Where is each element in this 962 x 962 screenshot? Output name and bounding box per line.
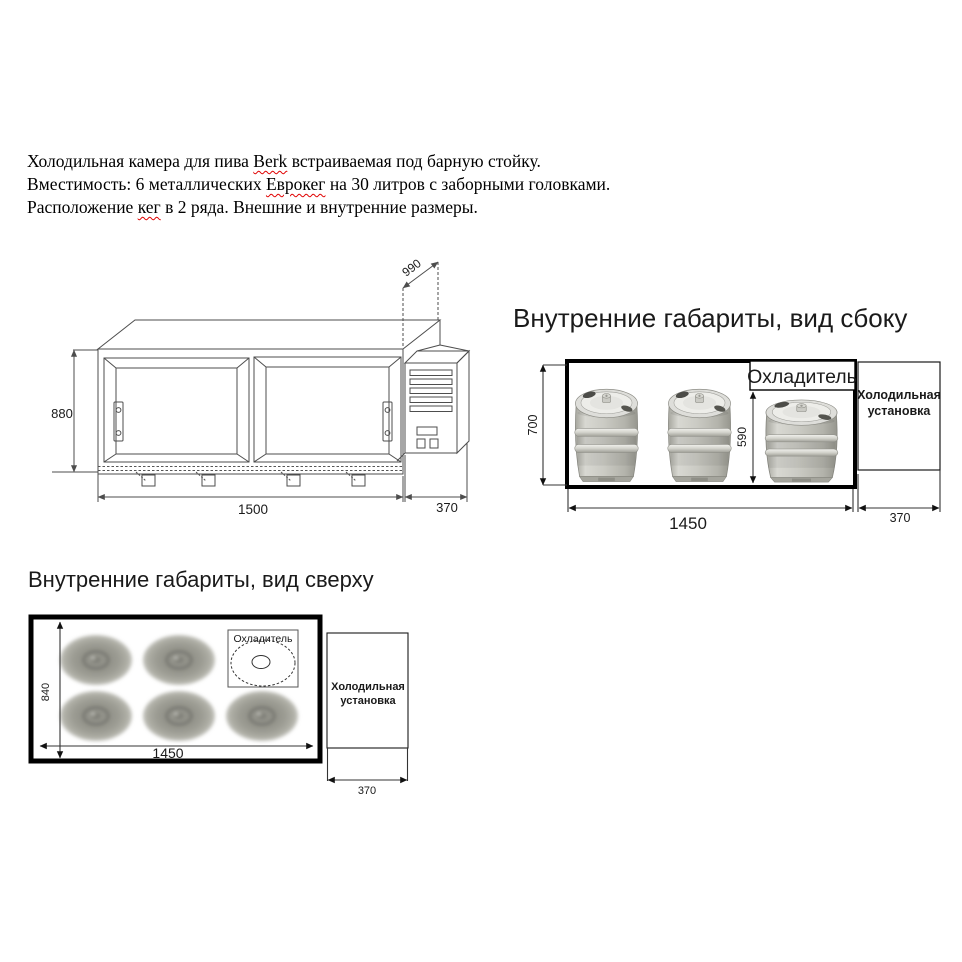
dim-990 — [399, 256, 438, 347]
intro-text: в 2 ряда. Внешние и внутренние размеры. — [160, 197, 478, 217]
intro-text: встраиваемая под барную стойку. — [287, 151, 541, 171]
keg-top-2 — [143, 635, 215, 685]
dim-700 — [526, 365, 567, 485]
top-view-drawing — [25, 600, 445, 805]
keg-side-1 — [575, 389, 638, 481]
intro-text: Вместимость: 6 металлических — [27, 174, 266, 194]
dim-370-side-label: 370 — [889, 511, 911, 525]
intro-text: Холодильная камера для пива — [27, 151, 254, 171]
side-refrigeration-unit — [857, 362, 941, 470]
dim-1450-side-label: 1450 — [669, 514, 707, 533]
keg-top-5 — [226, 691, 298, 741]
dim-370-outer-label: 370 — [436, 500, 458, 515]
intro-line-2 — [27, 173, 787, 196]
keg-side-3 — [765, 400, 838, 482]
keg-side-2 — [668, 389, 731, 481]
keg-top-1 — [60, 635, 132, 685]
intro-line-3 — [27, 196, 787, 219]
side-cooler-box — [747, 361, 857, 390]
intro-line-1 — [27, 150, 787, 173]
side-unit-label-2: установка — [867, 404, 931, 418]
dim-590-label: 590 — [735, 426, 749, 448]
top-unit-label-1: Холодильная — [331, 681, 405, 693]
dim-370-top-label: 370 — [357, 785, 377, 797]
dim-1500 — [98, 474, 403, 517]
left-door-handle — [114, 402, 123, 441]
keg-top-3 — [60, 691, 132, 741]
intro-paragraph — [27, 150, 787, 219]
right-door-handle — [383, 402, 392, 441]
misspelled-word: кег — [137, 197, 161, 217]
misspelled-word: Еврокег — [265, 174, 326, 194]
vent-grille — [410, 370, 452, 412]
side-view-title: Внутренние габариты, вид сбоку — [513, 303, 908, 333]
dim-1450-top-label: 1450 — [152, 745, 184, 761]
keg-top-4 — [143, 691, 215, 741]
side-view-drawing — [525, 355, 955, 537]
top-refrigeration-unit — [327, 633, 408, 748]
intro-text: Расположение — [27, 197, 138, 217]
top-cooler-box — [228, 630, 298, 687]
dim-990-label: 990 — [399, 256, 424, 280]
side-cooler-label: Охладитель — [747, 366, 857, 388]
dim-880 — [51, 350, 98, 472]
misspelled-word: Berk — [253, 151, 288, 171]
outer-dimensions-drawing — [40, 250, 480, 522]
left-door — [104, 358, 249, 462]
cooling-unit — [397, 351, 469, 461]
control-panel — [417, 427, 438, 448]
dim-1500-label: 1500 — [237, 502, 269, 517]
dim-370-top — [328, 748, 408, 797]
top-unit-label-2: установка — [340, 695, 396, 707]
intro-text: на 30 литров с заборными головками. — [325, 174, 611, 194]
side-unit-label-1: Холодильная — [857, 388, 941, 402]
right-door — [254, 357, 401, 462]
dim-700-label: 700 — [526, 414, 540, 436]
top-view-title: Внутренние габариты, вид сверху — [28, 567, 374, 592]
dim-840-label: 840 — [40, 682, 52, 702]
dim-1450-side — [568, 489, 853, 533]
dim-880-label: 880 — [51, 406, 73, 421]
dim-370-outer — [405, 443, 467, 515]
kick-plate — [98, 467, 403, 471]
dim-370-side — [858, 470, 940, 525]
top-cooler-label: Охладитель — [233, 633, 293, 645]
